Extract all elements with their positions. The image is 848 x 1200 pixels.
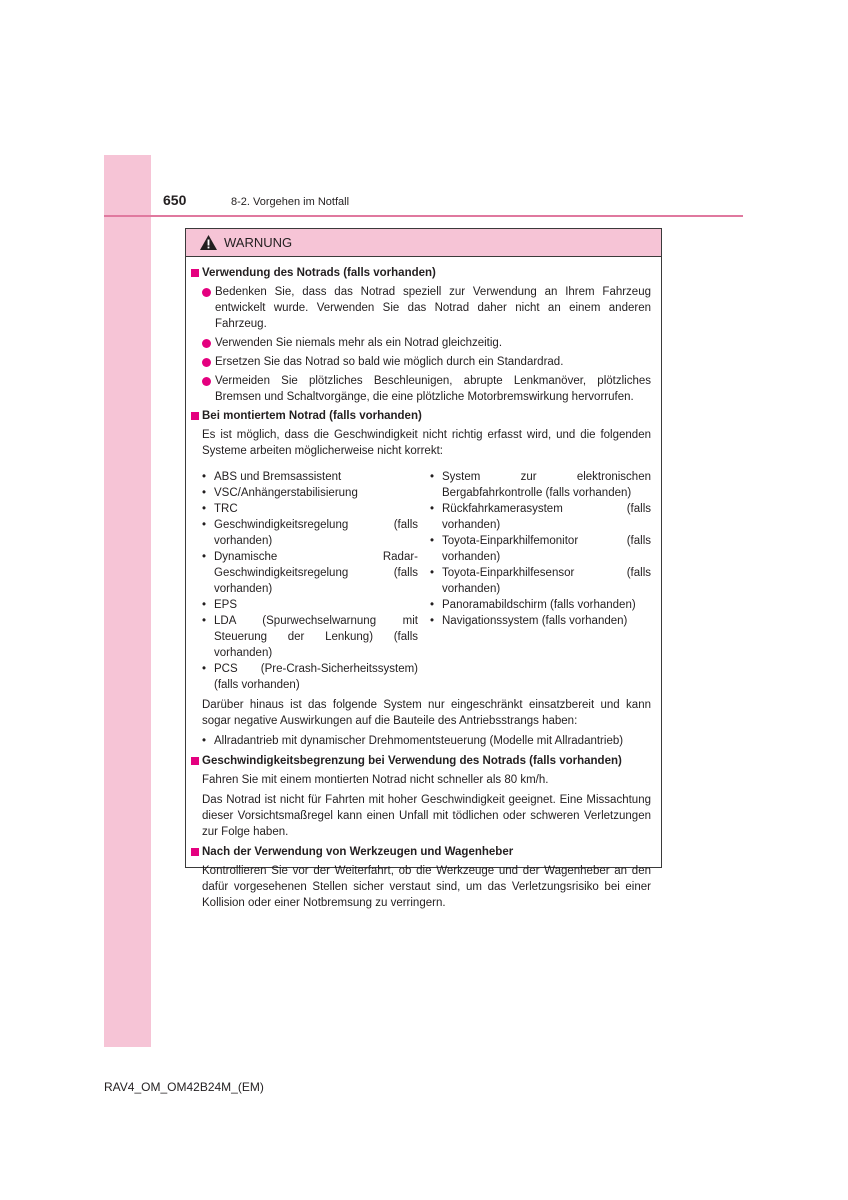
paragraph: Das Notrad ist nicht für Fahrten mit hoher Geschwindigkeit geeignet. Eine Missachtung dieser Vorsichtsmaßregel kann einen Unfall mit tödlichen oder schweren Verletzungen zur Folge haben. [202, 794, 651, 838]
list-item: • Dynamische Radar-Geschwindigkeitsregelung (falls vorhanden) [202, 549, 418, 597]
list-item: • EPS [202, 597, 418, 613]
list-item: • Geschwindigkeitsregelung (falls vorhanden) [202, 517, 418, 549]
warning-box [185, 228, 662, 909]
list-item: • VSC/Anhängerstabilisierung [202, 485, 418, 501]
system-list-left [202, 469, 430, 693]
section-heading: Nach der Verwendung von Werkzeugen und Wagenheber [186, 844, 661, 860]
header-rule [104, 215, 743, 217]
list-item: • Panoramabildschirm (falls vorhanden) [430, 597, 651, 613]
list-item: • ABS und Bremsassistent [202, 469, 418, 485]
section-heading: Bei montiertem Notrad (falls vorhanden) [186, 408, 661, 424]
warning-header [186, 229, 661, 257]
list-item: • Rückfahrkamerasystem (falls vorhanden) [430, 501, 651, 533]
list-item: • TRC [202, 501, 418, 517]
warning-triangle-icon [199, 234, 218, 251]
list-item: Ersetzen Sie das Notrad so bald wie möglich durch ein Standardrad. [186, 354, 661, 370]
paragraph: Es ist möglich, dass die Geschwindigkeit nicht richtig erfasst wird, und die folgenden Systeme arbeiten möglicherweise nicht korrekt: [202, 429, 651, 457]
list-item: • PCS (Pre-Crash-Sicherheitssystem) (falls vorhanden) [202, 661, 418, 693]
section-heading: Geschwindigkeitsbegrenzung bei Verwendung des Notrads (falls vorhanden) [186, 753, 661, 769]
paragraph: Kontrollieren Sie vor der Weiterfahrt, ob die Werkzeuge und der Wagenheber an den dafür vorgesehenen Stellen sicher verstaut sind, um das Verletzungsrisiko bei einer Kollision oder einer Notbremsung zu verringern. [202, 865, 651, 909]
list-item: • LDA (Spurwechselwarnung mit Steuerung der Lenkung) (falls vorhanden) [202, 613, 418, 661]
list-item: • Navigationssystem (falls vorhanden) [430, 613, 651, 629]
warning-title: WARNUNG [224, 235, 293, 250]
list-item: Vermeiden Sie plötzliches Beschleunigen, abrupte Lenkmanöver, plötzliches Bremsen und Schaltvorgänge, die eine plötzliche Motorbremswirkung hervorrufen. [186, 373, 661, 405]
section-title: 8-2. Vorgehen im Notfall [231, 196, 350, 208]
chapter-side-tab [104, 155, 151, 1047]
paragraph: Darüber hinaus ist das folgende System nur eingeschränkt einsatzbereit und kann sogar negative Auswirkungen auf die Bauteile des Antriebsstrangs haben: [202, 699, 651, 727]
list-item: Bedenken Sie, dass das Notrad speziell zur Verwendung an Ihrem Fahrzeug entwickelt wurde. Verwenden Sie das Notrad daher nicht an einem anderen Fahrzeug. [186, 284, 661, 332]
system-list-right [430, 469, 651, 693]
section-heading: Verwendung des Notrads (falls vorhanden) [186, 265, 661, 281]
list-item: • Toyota-Einparkhilfemonitor (falls vorhanden) [430, 533, 651, 565]
paragraph: Fahren Sie mit einem montierten Notrad nicht schneller als 80 km/h. [202, 774, 549, 786]
document-code: RAV4_OM_OM42B24M_(EM) [104, 1080, 264, 1094]
list-item: • Allradantrieb mit dynamischer Drehmomentsteuerung (Modelle mit Allradantrieb) [186, 733, 661, 749]
list-item: • System zur elektronischen Bergabfahrkontrolle (falls vorhanden) [430, 469, 651, 501]
list-item: • Toyota-Einparkhilfesensor (falls vorhanden) [430, 565, 651, 597]
system-list [186, 469, 661, 693]
warning-content [186, 265, 661, 915]
page-number: 650 [163, 192, 187, 208]
list-item: Verwenden Sie niemals mehr als ein Notrad gleichzeitig. [186, 335, 661, 351]
